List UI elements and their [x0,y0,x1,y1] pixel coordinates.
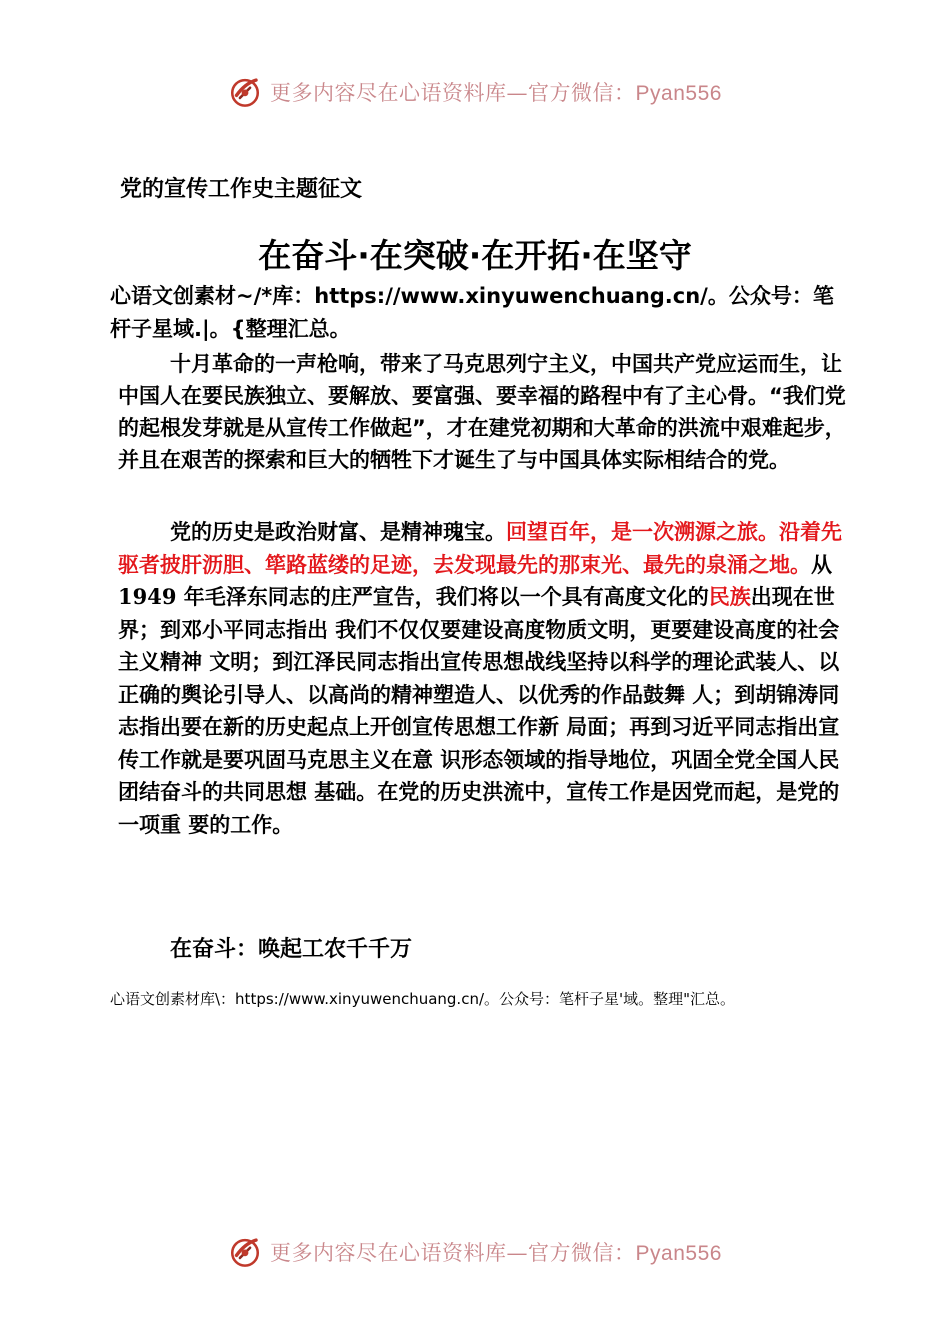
footer-banner [0,1230,950,1274]
header-banner [0,70,950,114]
banner-text: 更多内容尽在心语资料库—官方微信：Pyan556 [270,1241,722,1265]
p2-text-c: 从 [811,552,832,577]
p2-highlight-2: 民族 [708,585,751,609]
source-note: 心语文创素材~/*库：https://www.xinyuwenchuang.cn/。公众号：笔杆子星域.|。{整理汇总。 [110,284,834,341]
p2-text-d: 年毛泽东同志的庄严宣告，我们将以一个具有高度文化的 [176,585,709,609]
section-heading: 在奋斗：唤起工农千千万 [170,937,413,962]
document-subject: 党的宣传工作史主题征文 [120,177,363,202]
paragraph-2 [118,516,858,841]
p2-highlight-1: 回望百年，是一次溯源之旅。沿着先驱者披肝沥胆、筚路蓝缕的足迹，去发现最先的那束光、最先的泉涌之地。 [118,520,842,577]
paragraph-1: 十月革命的一声枪响，带来了马克思列宁主义，中国共产党应运而生，让中国人在要民族独立、要解放、要富强、要幸福的路程中有了主心骨。“我们党的起根发芽就是从宣传工作做起”，才在建党初期和大革命的洪流中艰难起步，并且在艰苦的探索和巨大的牺牲下才诞生了与中国具体实际相结合的党。 [118,352,846,472]
footnote: 心语文创素材库\：https://www.xinyuwenchuang.cn/。公众号：笔杆子星'域。整理"汇总。 [110,990,736,1008]
wechat-id: Pyan556 [635,82,722,105]
wechat-id: Pyan556 [635,1242,722,1265]
p2-text-f: 出现在世界；到邓小平同志指出 我们不仅仅要建设高度物质文明，更要建设高度的社会主义精神 文明；到江泽民同志指出宣传思想战线坚持以科学的理论武装人、以正确的舆论引导人、以高尚的精神塑造人、以优秀的作品鼓舞 人；到胡锦涛同志指出要在新的历史起点上开创宣传思想工作新 局面；再到习近平同志指出宣传工作就是要巩固马克思主义在意 识形态领域的指导地位，巩固全党全国人民团结奋斗的共同思想 基础。在党的历史洪流中，宣传工作是因党而起，是党的一项重 要的工作。 [118,585,840,837]
document-title: 在奋斗·在突破·在开拓·在坚守 [258,236,692,275]
logo-icon [228,75,262,109]
logo-icon [228,1235,262,1269]
p2-text-a: 党的历史是政治财富、是精神瑰宝。 [170,520,506,544]
p2-year: 1949 [118,584,177,609]
banner-text: 更多内容尽在心语资料库—官方微信：Pyan556 [270,81,722,105]
